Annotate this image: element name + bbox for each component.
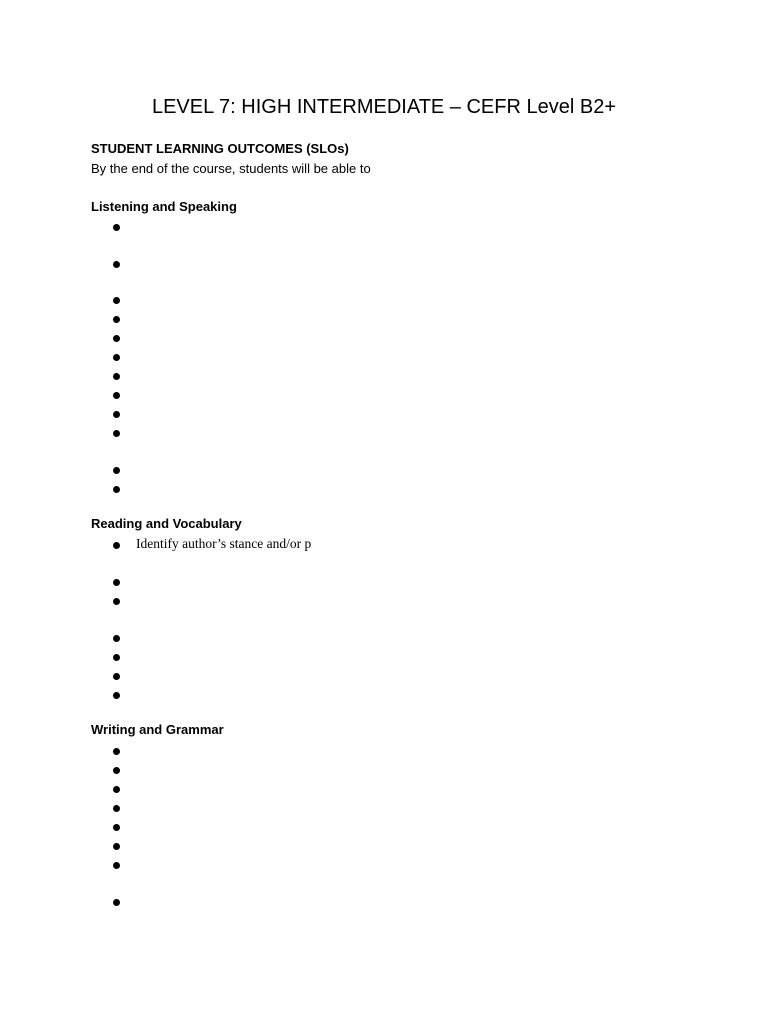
list-bullet (113, 335, 120, 342)
list-bullet (113, 767, 120, 774)
list-bullet (113, 411, 120, 418)
reading-first-item: Identify author’s stance and/or p (136, 536, 312, 551)
list-bullet (113, 316, 120, 323)
list-bullet (113, 430, 120, 437)
section-heading-listening-speaking: Listening and Speaking (91, 199, 237, 214)
page-title: LEVEL 7: HIGH INTERMEDIATE – CEFR Level B2+ (151, 96, 617, 118)
list-bullet (113, 373, 120, 380)
list-bullet (113, 467, 120, 474)
list-bullet (113, 654, 120, 661)
intro-text: By the end of the course, students will be able to (91, 161, 371, 176)
list-bullet (113, 824, 120, 831)
list-bullet (113, 224, 120, 231)
list-bullet (113, 692, 120, 699)
slo-heading: STUDENT LEARNING OUTCOMES (SLOs) (91, 141, 349, 156)
list-bullet (113, 297, 120, 304)
section-heading-reading-vocabulary: Reading and Vocabulary (91, 516, 242, 531)
list-bullet (113, 598, 120, 605)
list-bullet (113, 786, 120, 793)
list-bullet (113, 843, 120, 850)
list-bullet (113, 486, 120, 493)
list-bullet (113, 354, 120, 361)
list-bullet (113, 542, 120, 549)
list-bullet (113, 862, 120, 869)
section-heading-writing-grammar: Writing and Grammar (91, 722, 224, 737)
list-bullet (113, 392, 120, 399)
list-bullet (113, 261, 120, 268)
list-bullet (113, 899, 120, 906)
list-bullet (113, 673, 120, 680)
list-bullet (113, 635, 120, 642)
list-bullet (113, 805, 120, 812)
list-bullet (113, 748, 120, 755)
list-bullet (113, 579, 120, 586)
